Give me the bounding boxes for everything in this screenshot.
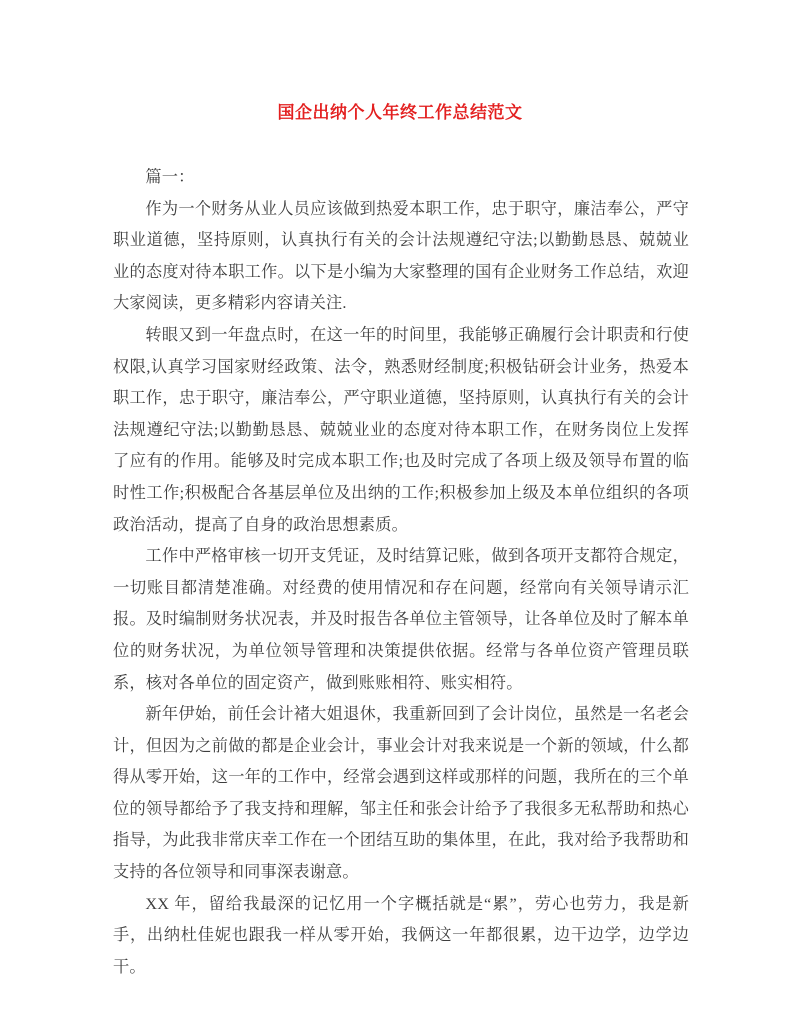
- paragraph: 作为一个财务从业人员应该做到热爱本职工作，忠于职守，廉洁奉公，严守职业道德，坚持原则，认真执行有关的会计法规遵纪守法;以勤勤恳恳、兢兢业业的态度对待本职工作。以下是小编为大家整理的国有企业财务工作总结，欢迎大家阅读，更多精彩内容请关注.: [113, 199, 689, 313]
- paragraph: 新年伊始，前任会计褚大姐退休，我重新回到了会计岗位，虽然是一名老会计，但因为之前做的都是企业会计，事业会计对我来说是一个新的领域，什么都得从零开始，这一年的工作中，经常会遇到这样或那样的问题，我所在的三个单位的领导都给予了我支持和理解，邹主任和张会计给予了我很多无私帮助和热心指导，为此我非常庆幸工作在一个团结互助的集体里，在此，我对给予我帮助和支持的各位领导和同事深表谢意。: [113, 705, 689, 882]
- document-body: [113, 162, 689, 983]
- paragraph: XX 年，留给我最深的记忆用一个字概括就是“累”，劳心也劳力，我是新手，出纳杜佳妮也跟我一样从零开始，我俩这一年都很累，边干边学，边学边干。: [113, 894, 689, 976]
- paragraph: 工作中严格审核一切开支凭证，及时结算记账，做到各项开支都符合规定，一切账目都清楚准确。对经费的使用情况和存在问题，经常向有关领导请示汇报。及时编制财务状况表，并及时报告各单位主管领导，让各单位及时了解本单位的财务状况，为单位领导管理和决策提供依据。经常与各单位资产管理员联系，核对各单位的固定资产，做到账账相符、账实相符。: [113, 547, 689, 692]
- section-label: 篇一：: [145, 168, 195, 186]
- paragraph: 转眼又到一年盘点时，在这一年的时间里，我能够正确履行会计职责和行使权限,认真学习国家财经政策、法令，熟悉财经制度;积极钻研会计业务，热爱本职工作，忠于职守，廉洁奉公，严守职业道德，坚持原则，认真执行有关的会计法规遵纪守法;以勤勤恳恳、兢兢业业的态度对待本职工作，在财务岗位上发挥了应有的作用。能够及时完成本职工作;也及时完成了各项上级及领导布置的临时性工作;积极配合各基层单位及出纳的工作;积极参加上级及本单位组织的各项政治活动，提高了自身的政治思想素质。: [113, 325, 689, 534]
- document-title: 国企出纳个人年终工作总结范文: [277, 103, 523, 122]
